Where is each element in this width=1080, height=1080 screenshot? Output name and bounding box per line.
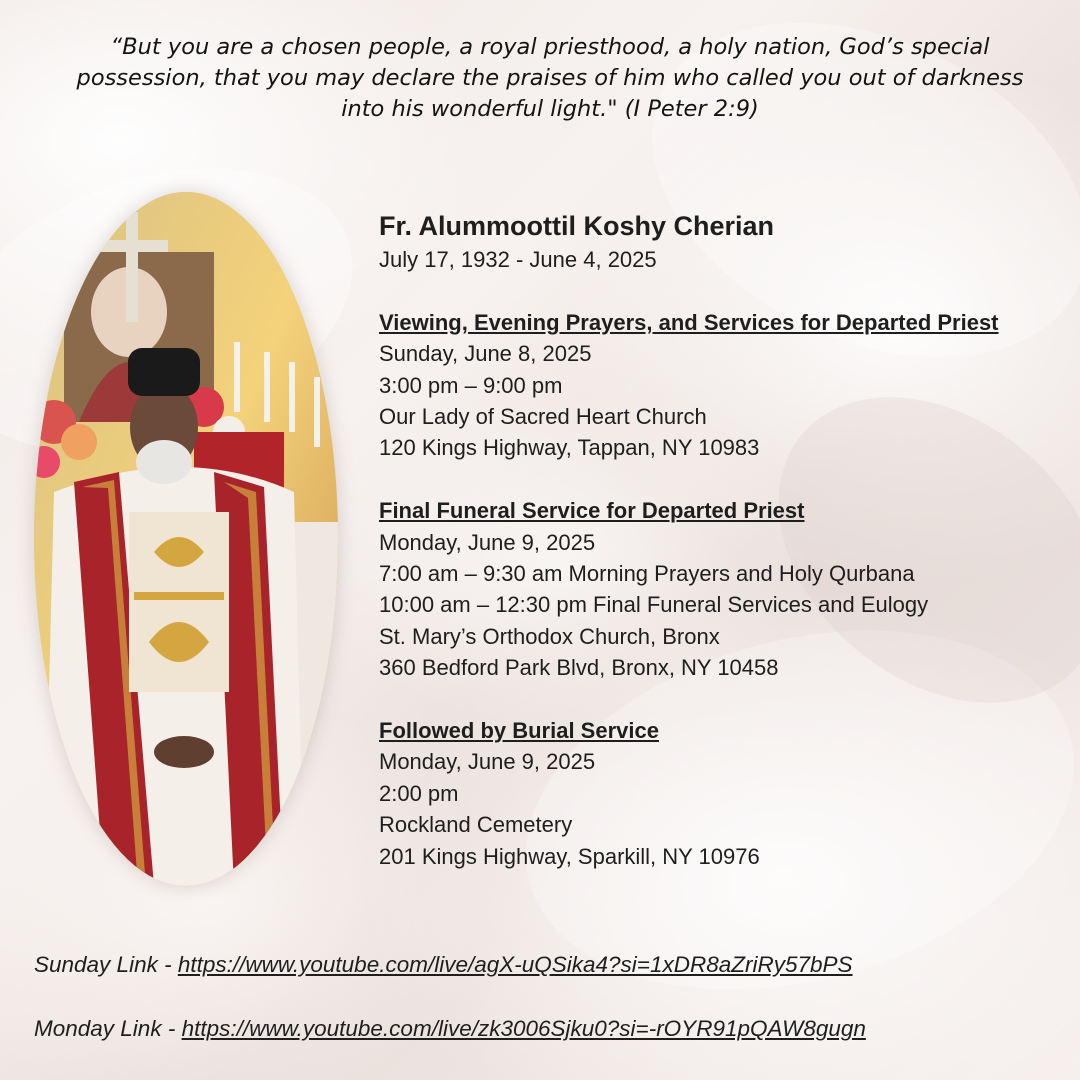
section-title-viewing: Viewing, Evening Prayers, and Services for Departed Priest (379, 309, 999, 335)
section-title-burial: Followed by Burial Service (379, 718, 659, 744)
deceased-name: Fr. Alummoottil Koshy Cherian (379, 211, 775, 241)
spacer (379, 684, 1059, 715)
funeral-venue: St. Mary’s Orthodox Church, Bronx (379, 623, 720, 649)
quote-line: possession, that you may declare the praises of him who called you out of darkness (76, 65, 1024, 91)
quote-line: into his wonderful light." (I Peter 2:9) (341, 96, 759, 122)
funeral-time-prayers: 7:00 am – 9:30 am Morning Prayers and Holy Qurbana (379, 561, 915, 587)
quote-line: “But you are a chosen people, a royal priesthood, a holy nation, God’s special (110, 34, 990, 60)
sunday-link-row (34, 948, 1054, 982)
service-details (379, 208, 1059, 872)
priest-portrait-photo (34, 192, 338, 886)
viewing-time: 3:00 pm – 9:00 pm (379, 372, 563, 398)
livestream-links (34, 948, 1054, 1046)
viewing-address: 120 Kings Highway, Tappan, NY 10983 (379, 435, 760, 461)
spacer (379, 464, 1059, 495)
life-dates: July 17, 1932 - June 4, 2025 (379, 247, 657, 272)
burial-venue: Rockland Cemetery (379, 812, 573, 838)
monday-livestream-link[interactable]: https://www.youtube.com/live/zk3006Sjku0?si=-rOYR91pQAW8gugn (181, 1016, 866, 1041)
spacer (379, 275, 1059, 306)
sunday-link-label: Sunday Link - (34, 952, 178, 977)
funeral-address: 360 Bedford Park Blvd, Bronx, NY 10458 (379, 655, 779, 681)
burial-time: 2:00 pm (379, 780, 459, 806)
funeral-date: Monday, June 9, 2025 (379, 529, 596, 555)
section-title-funeral: Final Funeral Service for Departed Priest (379, 498, 805, 524)
monday-link-label: Monday Link - (34, 1016, 182, 1041)
monday-link-row (34, 1012, 1054, 1046)
viewing-date: Sunday, June 8, 2025 (379, 341, 592, 367)
burial-date: Monday, June 9, 2025 (379, 749, 596, 775)
scripture-quote (30, 32, 1070, 125)
viewing-venue: Our Lady of Sacred Heart Church (379, 404, 707, 430)
portrait-illustration (34, 192, 338, 886)
funeral-time-services: 10:00 am – 12:30 pm Final Funeral Services and Eulogy (379, 592, 929, 618)
sunday-livestream-link[interactable]: https://www.youtube.com/live/agX-uQSika4?si=1xDR8aZriRy57bPS (177, 952, 853, 977)
burial-address: 201 Kings Highway, Sparkill, NY 10976 (379, 843, 760, 869)
